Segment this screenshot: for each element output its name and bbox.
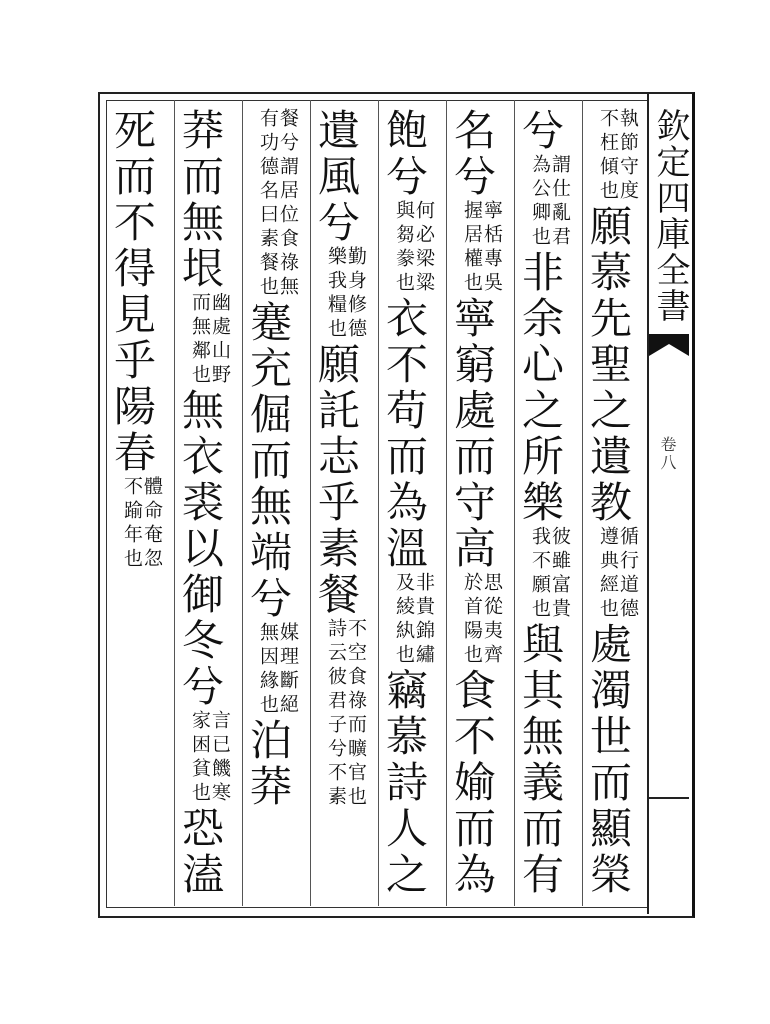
- commentary-line: 及綾紈也: [393, 572, 415, 668]
- commentary: [394, 200, 434, 296]
- main-text: 死而不得見乎陽春: [108, 108, 157, 476]
- column-rule: [242, 100, 243, 906]
- commentary-line: 思從夷齊: [481, 572, 503, 668]
- main-text: 泊莽: [244, 718, 293, 810]
- commentary: [462, 200, 502, 296]
- main-text: 莽而無垠: [176, 108, 225, 292]
- commentary-line: 謂仕亂君: [549, 154, 571, 250]
- commentary: [122, 476, 162, 572]
- text-column-3: [450, 108, 502, 908]
- commentary-line: 執節守度: [617, 108, 639, 204]
- main-text: 與其無義而有: [516, 622, 565, 898]
- commentary: [326, 246, 366, 342]
- commentary: [462, 572, 502, 668]
- commentary-line: 不空食祿而曠官也: [345, 618, 367, 810]
- main-text: 食不媮而為: [448, 668, 497, 898]
- commentary-line: 握居權也: [461, 200, 483, 296]
- commentary-line: 樂我糧也: [325, 246, 347, 342]
- text-column-7: [178, 108, 230, 908]
- main-text: 處濁世而顯榮: [584, 622, 633, 898]
- column-rule: [310, 100, 311, 906]
- main-text: 名兮: [448, 108, 497, 200]
- commentary-line: 體命奄忽: [141, 476, 163, 572]
- margin-juan-label: 卷八: [658, 436, 677, 472]
- text-column-5: [314, 108, 366, 908]
- commentary-line: 而無鄰也: [189, 292, 211, 388]
- commentary: [598, 108, 638, 204]
- commentary-line: 不枉傾也: [597, 108, 619, 204]
- commentary: [394, 572, 434, 668]
- main-text: 無衣裘以御冬兮: [176, 388, 225, 710]
- main-text: 竊慕詩人之: [380, 668, 429, 898]
- main-text: 寧窮處而守高: [448, 296, 497, 572]
- text-column-8: [110, 108, 162, 908]
- commentary-line: 家困貧也: [189, 710, 211, 806]
- commentary-line: 彼雖富貴: [549, 526, 571, 622]
- main-text: 衣不苟而為溫: [380, 296, 429, 572]
- commentary: [326, 618, 366, 810]
- column-rule: [446, 100, 447, 906]
- commentary: [530, 526, 570, 622]
- commentary-line: 為公卿也: [529, 154, 551, 250]
- commentary: [530, 154, 570, 250]
- text-column-2: [518, 108, 570, 908]
- text-column-6: [246, 108, 298, 908]
- column-rule: [174, 100, 175, 906]
- commentary: [598, 526, 638, 622]
- commentary: [258, 622, 298, 718]
- main-text: 願託志乎素餐: [312, 342, 361, 618]
- commentary-line: 餐兮謂居位食祿無: [277, 108, 299, 300]
- text-column-4: [382, 108, 434, 908]
- main-text: 願慕先聖之遺教: [584, 204, 633, 526]
- commentary-line: 我不願也: [529, 526, 551, 622]
- commentary-line: 何必梁粱: [413, 200, 435, 296]
- main-text: 遺風兮: [312, 108, 361, 246]
- commentary-line: 於首陽也: [461, 572, 483, 668]
- column-rule: [582, 100, 583, 906]
- commentary-line: 無因緣也: [257, 622, 279, 718]
- commentary-line: 不踰年也: [121, 476, 143, 572]
- main-text: 蹇充倔而無端兮: [244, 300, 293, 622]
- fishtail-mark-bottom-icon: [649, 790, 689, 830]
- commentary-line: 遵典經也: [597, 526, 619, 622]
- commentary: [190, 292, 230, 388]
- text-column-1: [586, 108, 638, 908]
- commentary-line: 循行道德: [617, 526, 639, 622]
- commentary-line: 有功德名曰素餐也: [257, 108, 279, 300]
- commentary-line: 詩云彼君子兮不素: [325, 618, 347, 810]
- commentary-line: 非貴錦繡: [413, 572, 435, 668]
- main-text: 恐溘: [176, 806, 225, 898]
- commentary-line: 與芻豢也: [393, 200, 415, 296]
- margin-title: 欽定四庫全書: [650, 108, 690, 324]
- column-rule: [378, 100, 379, 906]
- commentary: [258, 108, 298, 300]
- commentary-line: 媒理斷絕: [277, 622, 299, 718]
- commentary-line: 寧栝專吳: [481, 200, 503, 296]
- fishtail-mark-icon: [649, 334, 689, 374]
- commentary-line: 勤身修德: [345, 246, 367, 342]
- commentary: [190, 710, 230, 806]
- main-text: 兮: [516, 108, 565, 154]
- main-text: 飽兮: [380, 108, 429, 200]
- commentary-line: 言已饑寒: [209, 710, 231, 806]
- column-rule: [514, 100, 515, 906]
- main-text: 非余心之所樂: [516, 250, 565, 526]
- commentary-line: 幽處山野: [209, 292, 231, 388]
